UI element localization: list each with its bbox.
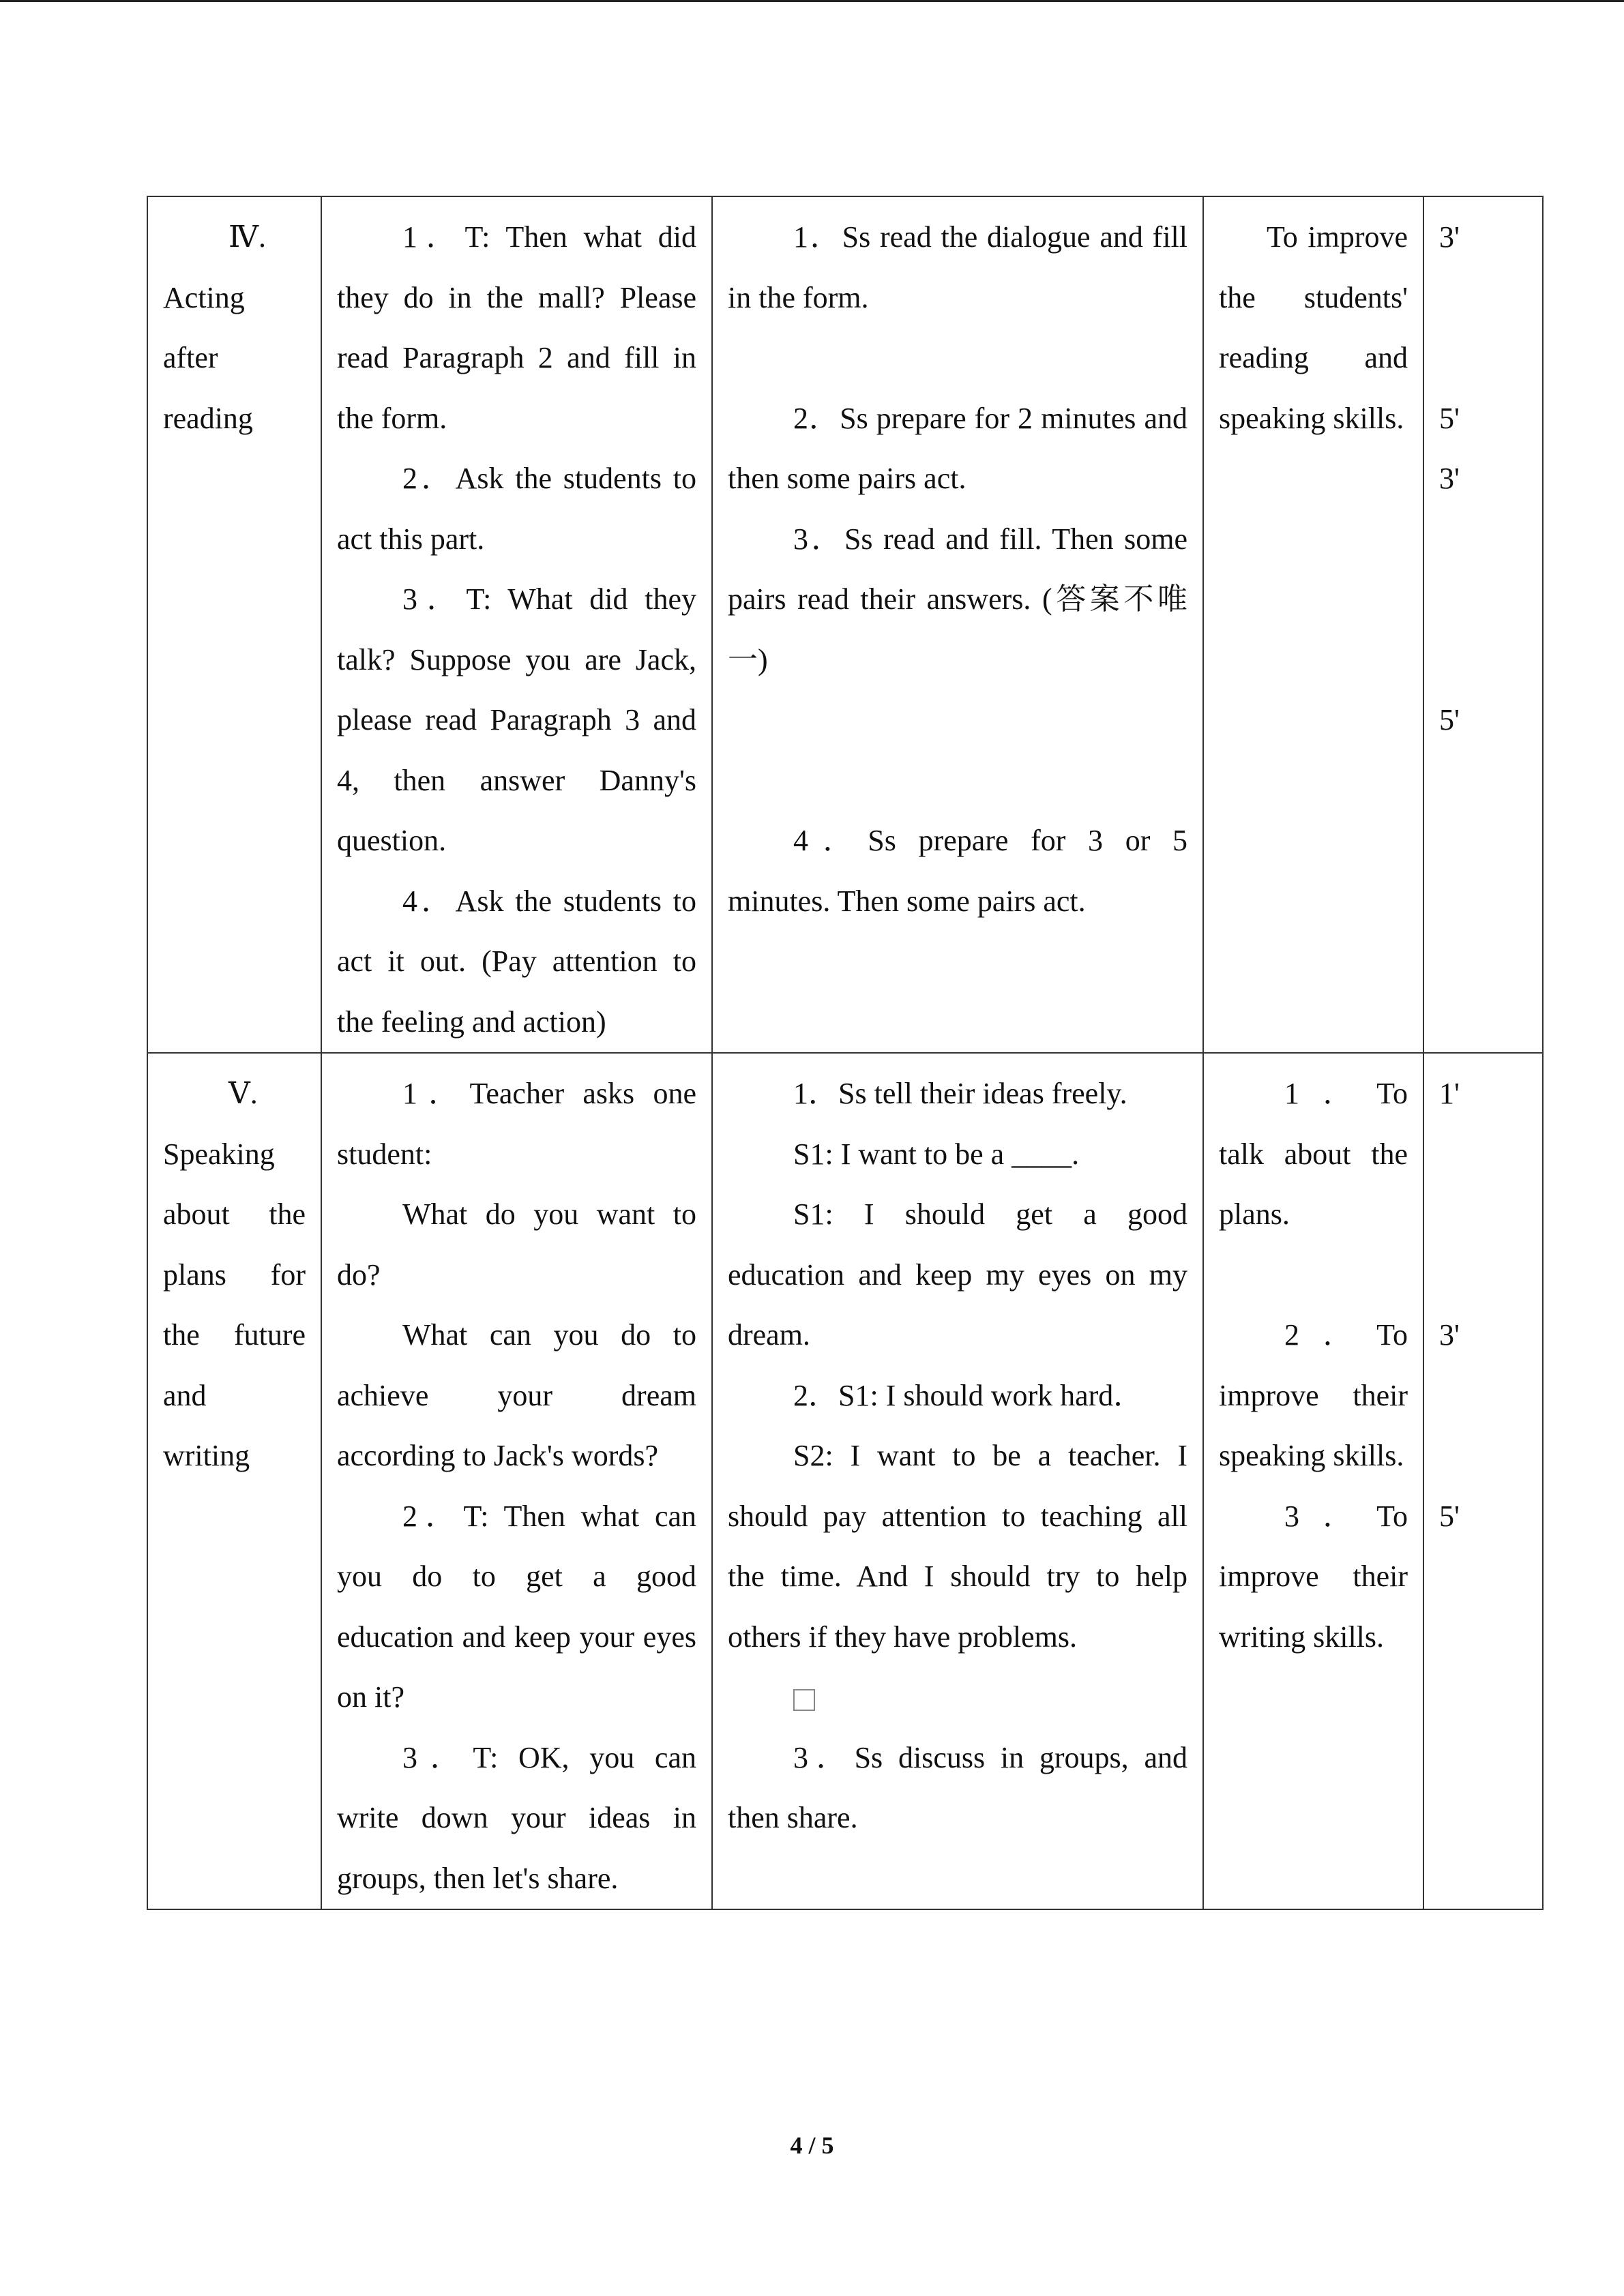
teacher-step: 3．T: OK, you can write down your ideas in groups, then let's share. <box>337 1740 696 1895</box>
time-value: 3' <box>1439 462 1460 495</box>
teacher-step: 1．Teacher asks one student: <box>337 1077 696 1171</box>
purpose-text: 3．To improve their writing skills. <box>1219 1499 1408 1654</box>
teacher-activity-cell <box>321 1053 712 1909</box>
student-step: 3．Ss discuss in groups, and then share. <box>728 1740 1187 1834</box>
time-value: 5' <box>1439 703 1460 736</box>
time-value: 5' <box>1439 1499 1460 1533</box>
student-step: S1: I want to be a ____. <box>793 1137 1080 1171</box>
teacher-step: 1．T: Then what did they do in the mall? Please read Paragraph 2 and fill in the form. <box>337 220 696 435</box>
stage-title-line: after <box>163 341 218 374</box>
table-row-speaking <box>147 1053 1543 1909</box>
student-step: 4．Ss prepare for 3 or 5 minutes. Then some pairs act. <box>728 824 1187 918</box>
teacher-activity-cell <box>321 196 712 1053</box>
student-activity-cell <box>712 1053 1203 1909</box>
purpose-text: 1．To talk about the plans. <box>1219 1077 1408 1231</box>
purpose-cell <box>1203 1053 1423 1909</box>
lesson-plan-table <box>147 196 1544 1910</box>
teacher-step: 4．Ask the students to act it out. (Pay attention to the feeling and action) <box>337 884 696 1039</box>
teacher-step: 2．Ask the students to act this part. <box>337 462 696 556</box>
checkbox-square-icon <box>793 1689 815 1711</box>
time-value: 3' <box>1439 1318 1460 1352</box>
stage-title-line: about the <box>163 1197 306 1231</box>
stage-cell <box>147 1053 321 1909</box>
stage-title-line: and <box>163 1378 207 1412</box>
student-step: S1: I should get a good education and keep my eyes on my dream. <box>728 1197 1187 1352</box>
stage-title-line: the future <box>163 1318 306 1352</box>
stage-title-line: Speaking <box>163 1137 275 1171</box>
stage-cell <box>147 196 321 1053</box>
table-row-acting <box>147 196 1543 1053</box>
student-step: 1．Ss read the dialogue and fill in the form. <box>728 220 1187 314</box>
purpose-text: To improve the students' reading and speaking skills. <box>1219 220 1408 435</box>
teacher-step: What can you do to achieve your dream according to Jack's words? <box>337 1318 696 1472</box>
time-value: 5' <box>1439 401 1460 435</box>
purpose-text: 2．To improve their speaking skills. <box>1219 1318 1408 1472</box>
stage-number: Ⅳ. <box>228 220 266 254</box>
teacher-step: 3．T: What did they talk? Suppose you are Jack, please read Paragraph 3 and 4, then answer Danny's question. <box>337 582 696 857</box>
time-value: 3' <box>1439 220 1460 254</box>
student-step: 3．Ss read and fill. Then some pairs read their answers. (答案不唯一) <box>728 522 1187 676</box>
student-step: S2: I want to be a teacher. I should pay attention to teaching all the time. And I should try to help others if they have problems. <box>728 1439 1187 1654</box>
stage-title-line: plans for <box>163 1257 306 1292</box>
time-cell <box>1423 196 1543 1053</box>
stage-title-line: writing <box>163 1439 250 1472</box>
student-step: 2．Ss prepare for 2 minutes and then some pairs act. <box>728 401 1187 495</box>
top-border-line <box>0 0 1624 2</box>
stage-number: Ⅴ. <box>228 1077 258 1110</box>
stage-title-line: reading <box>163 401 253 435</box>
teacher-step: What do you want to do? <box>337 1197 696 1292</box>
page-number: 4 / 5 <box>790 2132 834 2159</box>
student-step: 2．S1: I should work hard． <box>793 1378 1144 1412</box>
empty-checkbox-line <box>728 1667 1187 1728</box>
time-cell <box>1423 1053 1543 1909</box>
student-step: 1．Ss tell their ideas freely. <box>793 1077 1127 1110</box>
stage-title-line: Acting <box>163 280 245 314</box>
teacher-step: 2．T: Then what can you do to get a good education and keep your eyes on it? <box>337 1499 696 1714</box>
student-activity-cell <box>712 196 1203 1053</box>
purpose-cell <box>1203 196 1423 1053</box>
time-value: 1' <box>1439 1077 1460 1110</box>
